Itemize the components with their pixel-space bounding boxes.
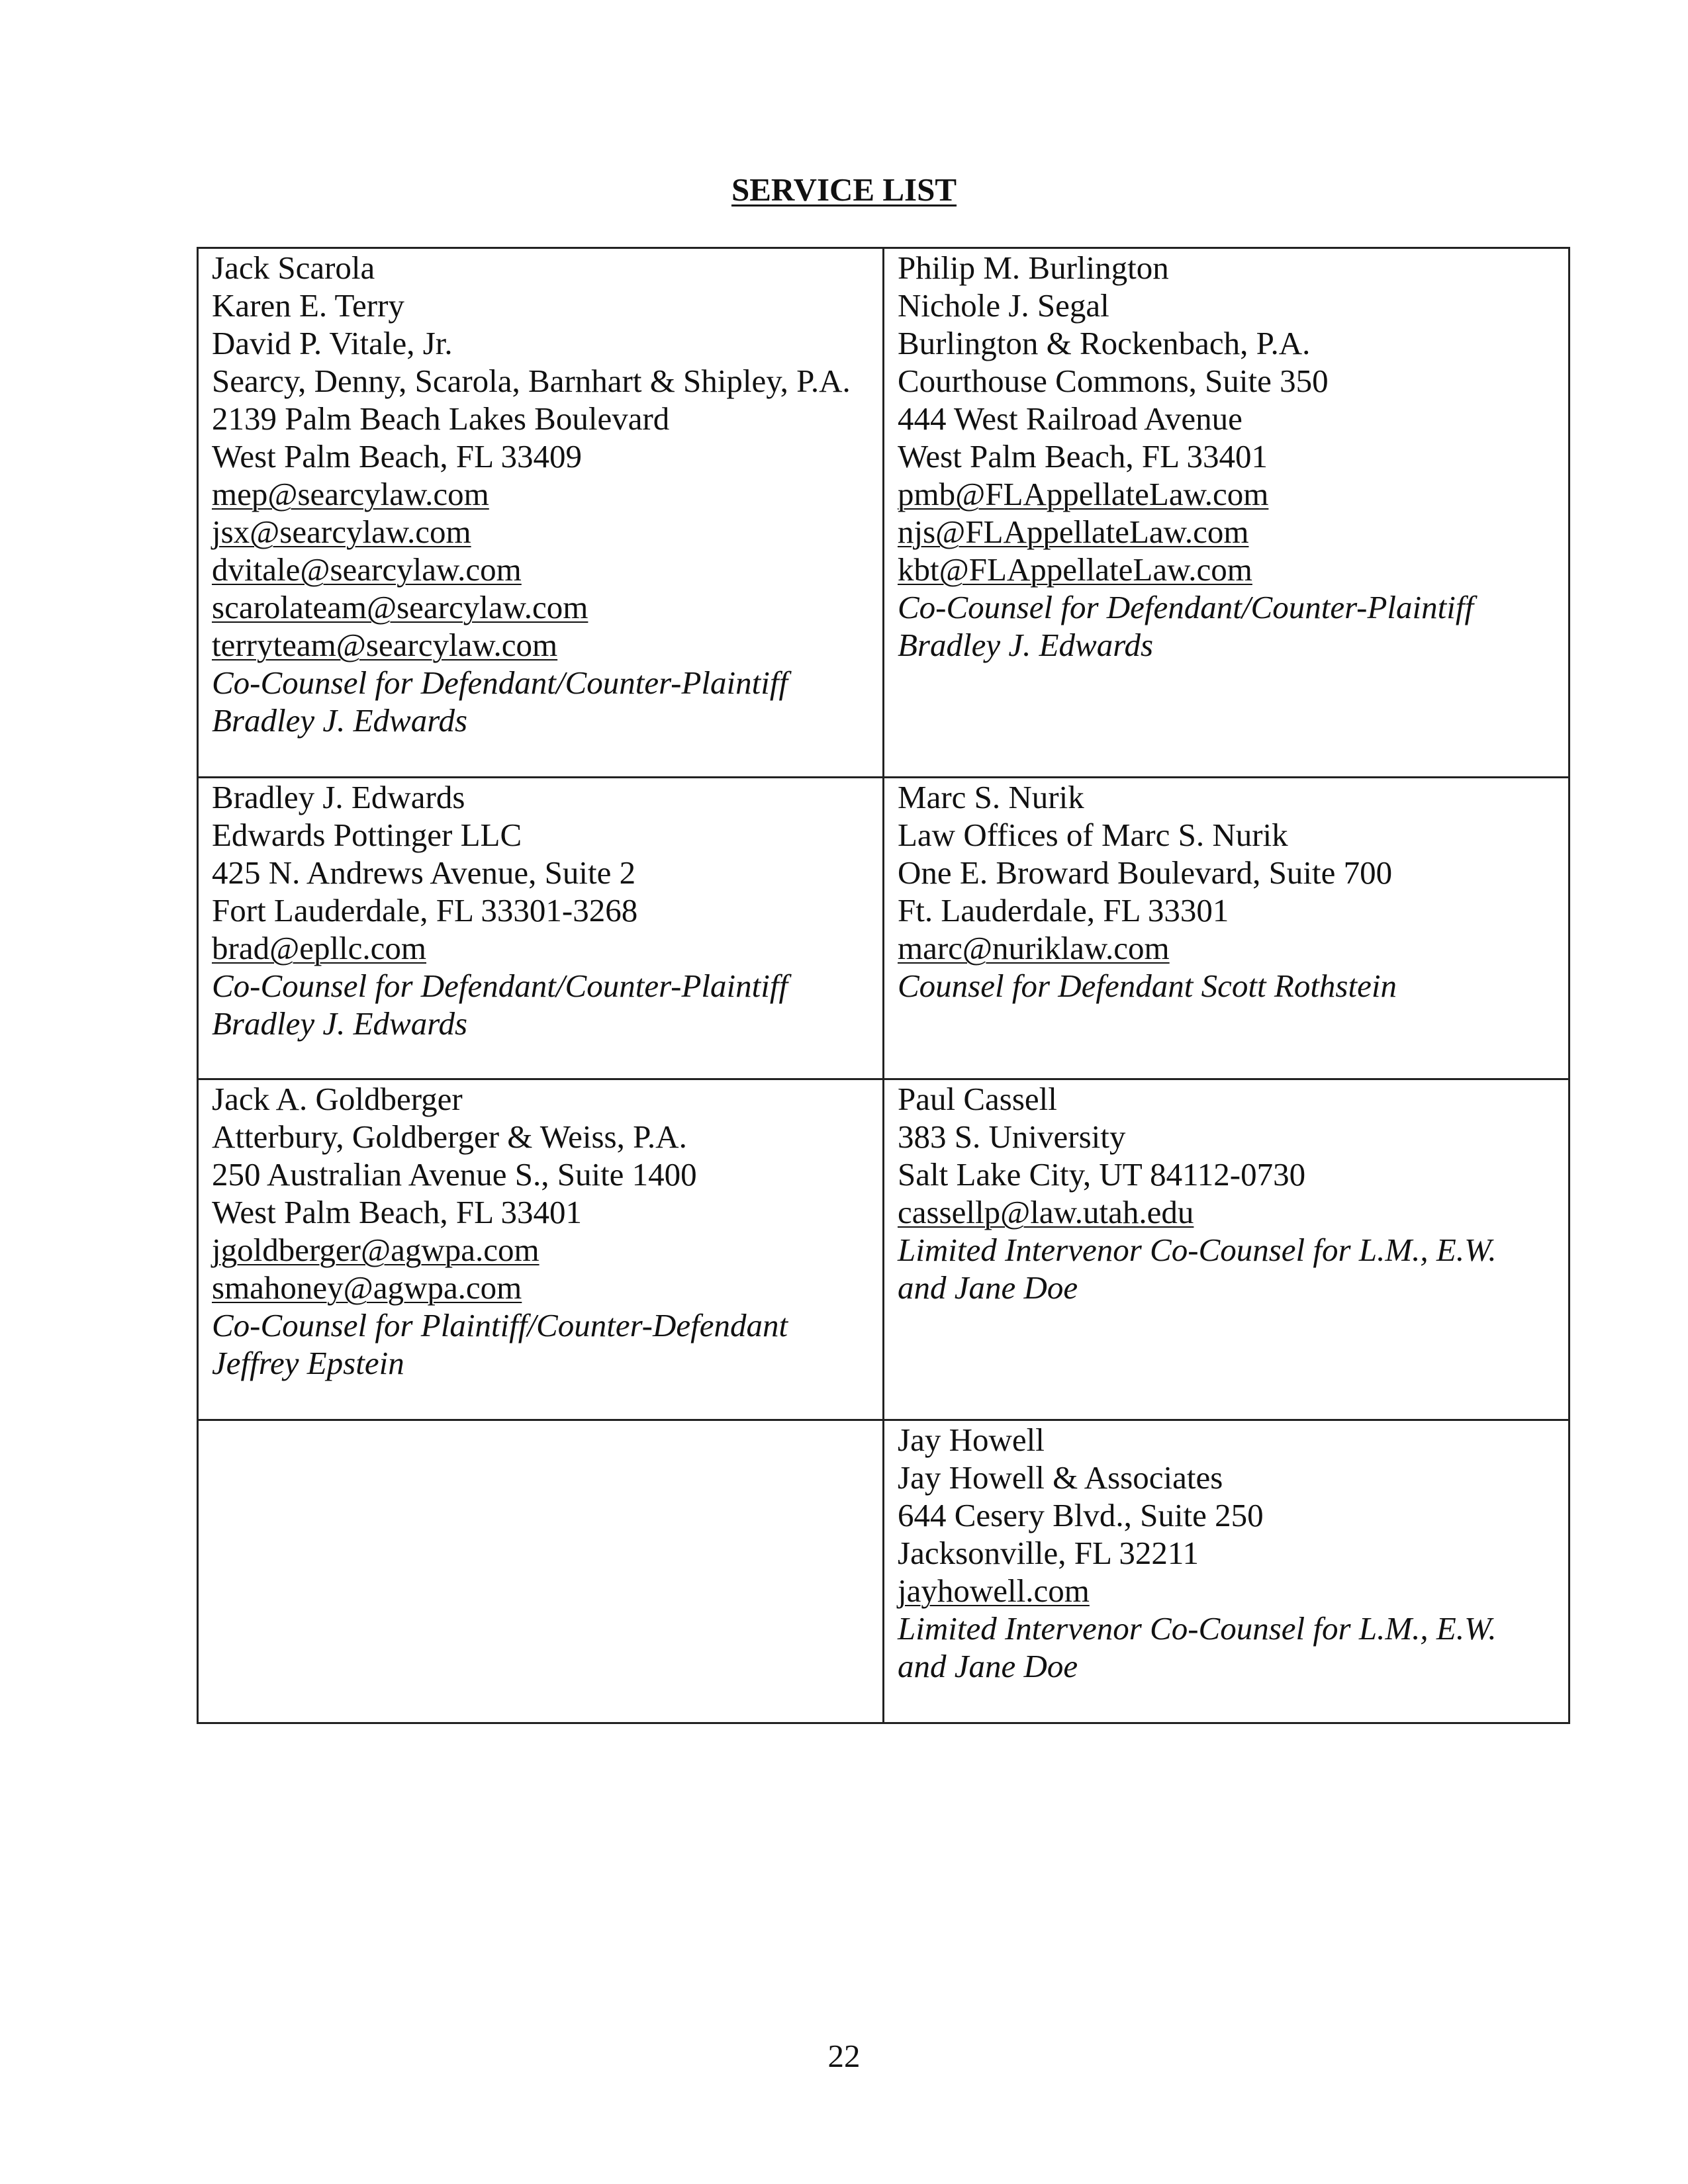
email-link[interactable]: njs@FLAppellateLaw.com [898, 514, 1249, 550]
email-link[interactable]: cassellp@law.utah.edu [898, 1194, 1194, 1230]
counsel-role: Bradley J. Edwards [212, 1005, 468, 1042]
email-link[interactable]: jayhowell.com [898, 1572, 1090, 1609]
counsel-role: Limited Intervenor Co-Counsel for L.M., E.W. [898, 1232, 1497, 1268]
contact-name: Paul Cassell [898, 1081, 1057, 1117]
firm-name: Law Offices of Marc S. Nurik [898, 817, 1288, 853]
page-title: SERVICE LIST [731, 171, 957, 208]
contact-name: Nichole J. Segal [898, 287, 1109, 324]
address-line: Fort Lauderdale, FL 33301-3268 [212, 892, 638, 929]
address-line: 250 Australian Avenue S., Suite 1400 [212, 1156, 697, 1193]
address-line: Courthouse Commons, Suite 350 [898, 363, 1329, 399]
counsel-role: Co-Counsel for Defendant/Counter-Plaintiff [212, 664, 788, 701]
firm-name: Atterbury, Goldberger & Weiss, P.A. [212, 1118, 687, 1155]
table-row [198, 1079, 1570, 1420]
contact-name: Philip M. Burlington [898, 250, 1169, 286]
contact-name: Marc S. Nurik [898, 779, 1084, 815]
table-row [198, 248, 1570, 778]
contact-cell-burlington [884, 248, 1570, 778]
address-line: 425 N. Andrews Avenue, Suite 2 [212, 854, 636, 891]
table-row [198, 778, 1570, 1079]
table-row [198, 1420, 1570, 1723]
email-link[interactable]: terryteam@searcylaw.com [212, 627, 558, 663]
email-link[interactable]: smahoney@agwpa.com [212, 1269, 522, 1306]
email-link[interactable]: scarolateam@searcylaw.com [212, 589, 588, 625]
counsel-role: Limited Intervenor Co-Counsel for L.M., E.W. [898, 1610, 1497, 1647]
address-line: 383 S. University [898, 1118, 1126, 1155]
contact-name: Jack Scarola [212, 250, 375, 286]
email-link[interactable]: kbt@FLAppellateLaw.com [898, 551, 1252, 588]
contact-cell-cassell [884, 1079, 1570, 1420]
counsel-role: Co-Counsel for Defendant/Counter-Plaintiff [898, 589, 1474, 625]
page-number: 22 [827, 2038, 861, 2074]
contact-cell-edwards [198, 778, 884, 1079]
counsel-role: and Jane Doe [898, 1648, 1078, 1684]
address-line: Jacksonville, FL 32211 [898, 1535, 1199, 1571]
firm-name: Jay Howell & Associates [898, 1459, 1223, 1496]
contact-cell-goldberger [198, 1079, 884, 1420]
contact-name: David P. Vitale, Jr. [212, 325, 453, 361]
email-link[interactable]: jsx@searcylaw.com [212, 514, 471, 550]
address-line: 2139 Palm Beach Lakes Boulevard [212, 400, 670, 437]
email-link[interactable]: marc@nuriklaw.com [898, 930, 1170, 966]
counsel-role: Counsel for Defendant Scott Rothstein [898, 968, 1397, 1004]
contact-name: Jack A. Goldberger [212, 1081, 463, 1117]
contact-name: Jay Howell [898, 1422, 1045, 1458]
counsel-role: Jeffrey Epstein [212, 1345, 404, 1381]
address-line: West Palm Beach, FL 33409 [212, 438, 583, 475]
contact-name: Karen E. Terry [212, 287, 404, 324]
firm-name: Searcy, Denny, Scarola, Barnhart & Shipley, P.A. [212, 363, 851, 399]
address-line: 444 West Railroad Avenue [898, 400, 1243, 437]
address-line: 644 Cesery Blvd., Suite 250 [898, 1497, 1264, 1533]
counsel-role: Bradley J. Edwards [212, 702, 468, 739]
counsel-role: and Jane Doe [898, 1269, 1078, 1306]
counsel-role: Bradley J. Edwards [898, 627, 1154, 663]
address-line: West Palm Beach, FL 33401 [212, 1194, 583, 1230]
address-line: Ft. Lauderdale, FL 33301 [898, 892, 1229, 929]
counsel-role: Co-Counsel for Defendant/Counter-Plaintiff [212, 968, 788, 1004]
contact-cell-scarola [198, 248, 884, 778]
email-link[interactable]: mep@searcylaw.com [212, 476, 489, 512]
address-line: Salt Lake City, UT 84112-0730 [898, 1156, 1306, 1193]
email-link[interactable]: brad@epllc.com [212, 930, 427, 966]
contact-name: Bradley J. Edwards [212, 779, 465, 815]
contact-cell-howell [884, 1420, 1570, 1723]
contact-cell-nurik [884, 778, 1570, 1079]
email-link[interactable]: dvitale@searcylaw.com [212, 551, 522, 588]
email-link[interactable]: pmb@FLAppellateLaw.com [898, 476, 1269, 512]
address-line: West Palm Beach, FL 33401 [898, 438, 1268, 475]
address-line: One E. Broward Boulevard, Suite 700 [898, 854, 1393, 891]
firm-name: Edwards Pottinger LLC [212, 817, 522, 853]
empty-cell [198, 1420, 884, 1723]
email-link[interactable]: jgoldberger@agwpa.com [212, 1232, 539, 1268]
firm-name: Burlington & Rockenbach, P.A. [898, 325, 1311, 361]
counsel-role: Co-Counsel for Plaintiff/Counter-Defendant [212, 1307, 788, 1343]
service-list-table [197, 247, 1570, 1724]
